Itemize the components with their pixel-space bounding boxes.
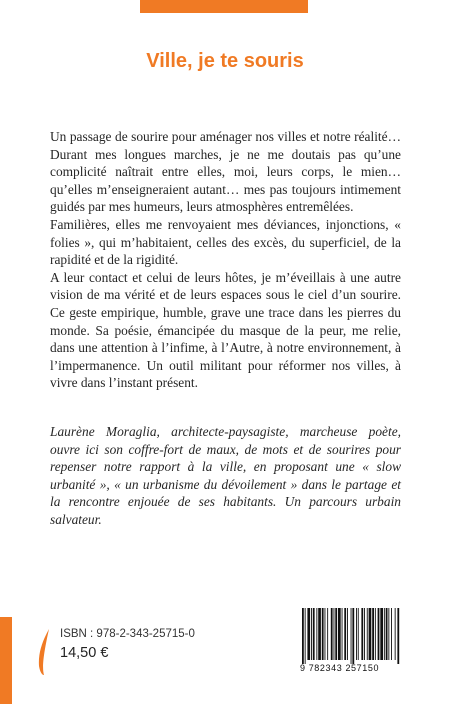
barcode-bars xyxy=(298,606,420,664)
isbn-label: ISBN : 978-2-343-25715-0 xyxy=(60,628,195,640)
barcode-number: 9 782343 257150 xyxy=(300,663,380,673)
left-accent-bar xyxy=(0,617,12,704)
author-bio-text: Laurène Moraglia, architecte-paysagiste, marcheuse poète, ouvre ici son coffre-fort de maux, de mots et de sourires pour repenser notre rapport à la ville, en proposant une « slow urbanité », « un urbanisme du dévoilement » dans le partage et la rencontre enjouée de ses habitants. Un parcours urbain salvateur. xyxy=(50,424,401,527)
paragraph-3: A leur contact et celui de leurs hôtes, je m’éveillais à une autre vision de ma vérité et de leurs espaces sous le ciel d’un sourire. Ce geste empirique, humble, grave une trace dans les pierres du monde. Sa poésie, émancipée du masque de la peur, me relie, dans une attention à l’infime, à l’Autre, à notre environnement, à l’impermanence. Un outil militant pour réformer nos villes, à vivre dans l’instant présent. xyxy=(50,269,401,391)
book-title: Ville, je te souris xyxy=(146,50,304,72)
flame-icon xyxy=(36,628,52,676)
back-cover-text xyxy=(50,128,401,392)
paragraph-2: Familières, elles me renvoyaient mes déviances, injonctions, « folies », qui m’habitaient, celles des excès, du superficiel, de la rapidité et de la rigidité. xyxy=(50,216,401,268)
price-label: 14,50 € xyxy=(60,645,109,661)
paragraph-1: Un passage de sourire pour aménager nos villes et notre réalité… Durant mes longues marches, je ne me doutais pas qu’une complicité naîtrait entre elles, moi, leurs corps, le mien… qu’elles m’enseigneraient autant… mes pas toujours intimement guidés par mes humeurs, leurs atmosphères entremêlées. xyxy=(50,129,401,215)
top-accent-bar xyxy=(140,0,308,13)
author-bio xyxy=(50,423,401,529)
